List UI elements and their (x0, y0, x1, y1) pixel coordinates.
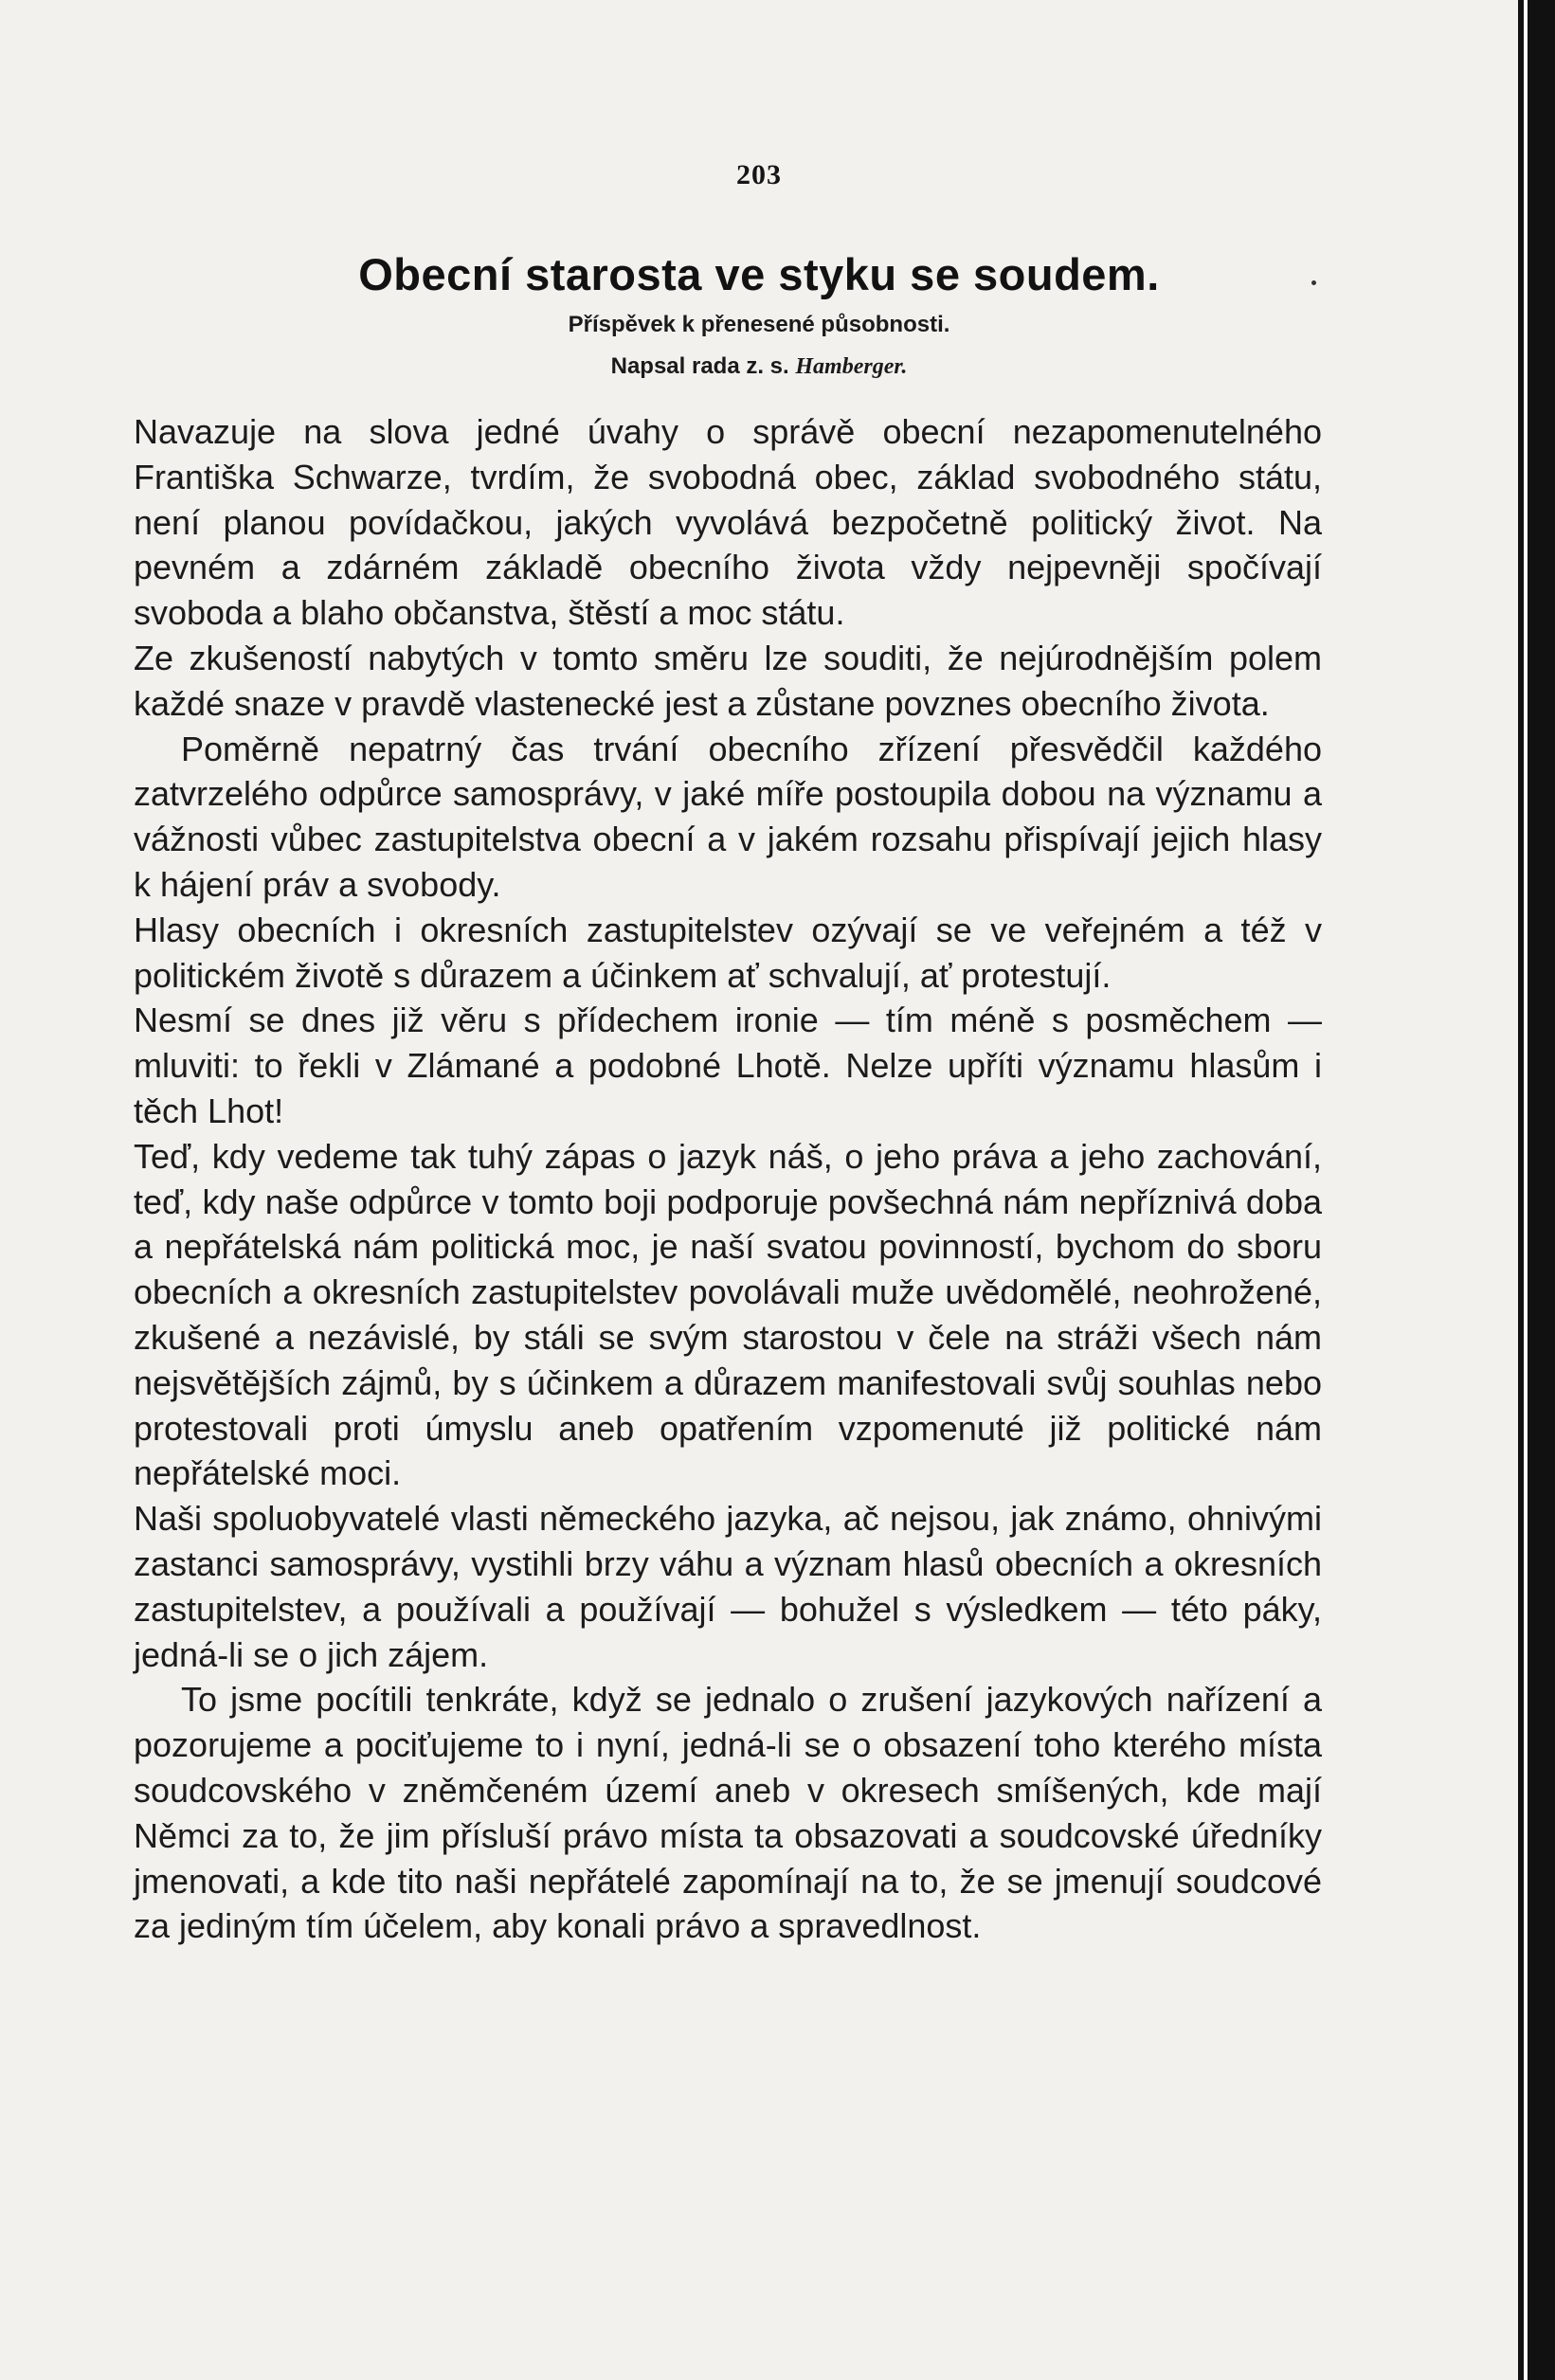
article-title: Obecní starosta ve styku se soudem. (358, 249, 1160, 299)
scan-speck (1311, 280, 1316, 285)
paragraph: Teď, kdy vedeme tak tuhý zápas o jazyk náš, o jeho práva a jeho zachování, teď, kdy naše odpůrce v tomto boji podporuje povšechná nám nepříznivá doba a nepřátelská nám politická moc, je naší svatou povinností, bychom do sboru obecních a okresních zastupitelstev povolávali muže uvědomělé, neohrožené, zkušené a nezávislé, by stáli se svým starostou v čele na stráži všech nám nejsvětějších zájmů, by s účinkem a důrazem manifestovali svůj souhlas nebo protestovali proti úmyslu aneb opatřením vzpomenuté již politické nám nepřátelské moci. (134, 1136, 1322, 1493)
paragraph: Hlasy obecních i okresních zastupitelstev ozývají se ve veřejném a též v politickém životě s důrazem a účinkem ať schvalují, ať protestují. (134, 910, 1322, 995)
paragraph: Ze zkušeností nabytých v tomto směru lze souditi, že nejúrodnějším polem každé snaze v pravdě vlastenecké jest a zůstane povznes obecního života. (134, 638, 1322, 723)
paragraph: To jsme pocítili tenkráte, když se jednalo o zrušení jazykových nařízení a pozorujeme a pociťujeme to i nyní, jedná-li se o obsazení toho kterého místa soudcovského v zněmčeném území aneb v okresech smíšených, kde mají Němci za to, že jim přísluší právo místa ta obsazovati a soudcovské úředníky jmenovati, a kde tito naši nepřátelé zapomínají na to, že se jmenují soudcové za jediným tím účelem, aby konali právo a spravedlnost. (134, 1680, 1322, 1946)
scan-edge (1518, 0, 1555, 2380)
author-name: Hamberger. (795, 354, 908, 379)
scan-edge-strip (1524, 0, 1528, 2380)
author-line (0, 353, 1518, 380)
paragraph: Poměrně nepatrný čas trvání obecního zřízení přesvědčil každého zatvrzelého odpůrce samosprávy, v jaké míře postoupila dobou na významu a vážnosti vůbec zastupitelstva obecní a v jakém rozsahu přispívají jejich hlasy k hájení práv a svobody. (134, 729, 1322, 904)
author-prefix: Napsal rada z. s. (610, 353, 789, 379)
page-number: 203 (736, 159, 782, 190)
paragraph: Nesmí se dnes již věru s přídechem ironie — tím méně s posměchem — mluviti: to řekli v Zlámané a podobné Lhotě. Nelze upříti významu hlasům i těch Lhot! (134, 1001, 1322, 1130)
paragraph: Navazuje na slova jedné úvahy o správě obecní nezapomenutelného Františka Schwarze, tvrdím, že svobodná obec, základ svobodného státu, není planou povídačkou, jakých vyvolává bezpočetně politický život. Na pevném a zdárném základě obecního života vždy nejpevněji spočívají svoboda a blaho občanstva, štěstí a moc státu. (134, 412, 1322, 633)
article-body (134, 409, 1322, 1949)
article-subtitle: Příspěvek k přenesené působnosti. (568, 312, 950, 337)
paragraph: Naši spoluobyvatelé vlasti německého jazyka, ač nejsou, jak známo, ohnivými zastanci samosprávy, vystihli brzy váhu a význam hlasů obecních a okresních zastupitelstev, a používali a používají — bohužel s výsledkem — této páky, jedná-li se o jich zájem. (134, 1499, 1322, 1674)
